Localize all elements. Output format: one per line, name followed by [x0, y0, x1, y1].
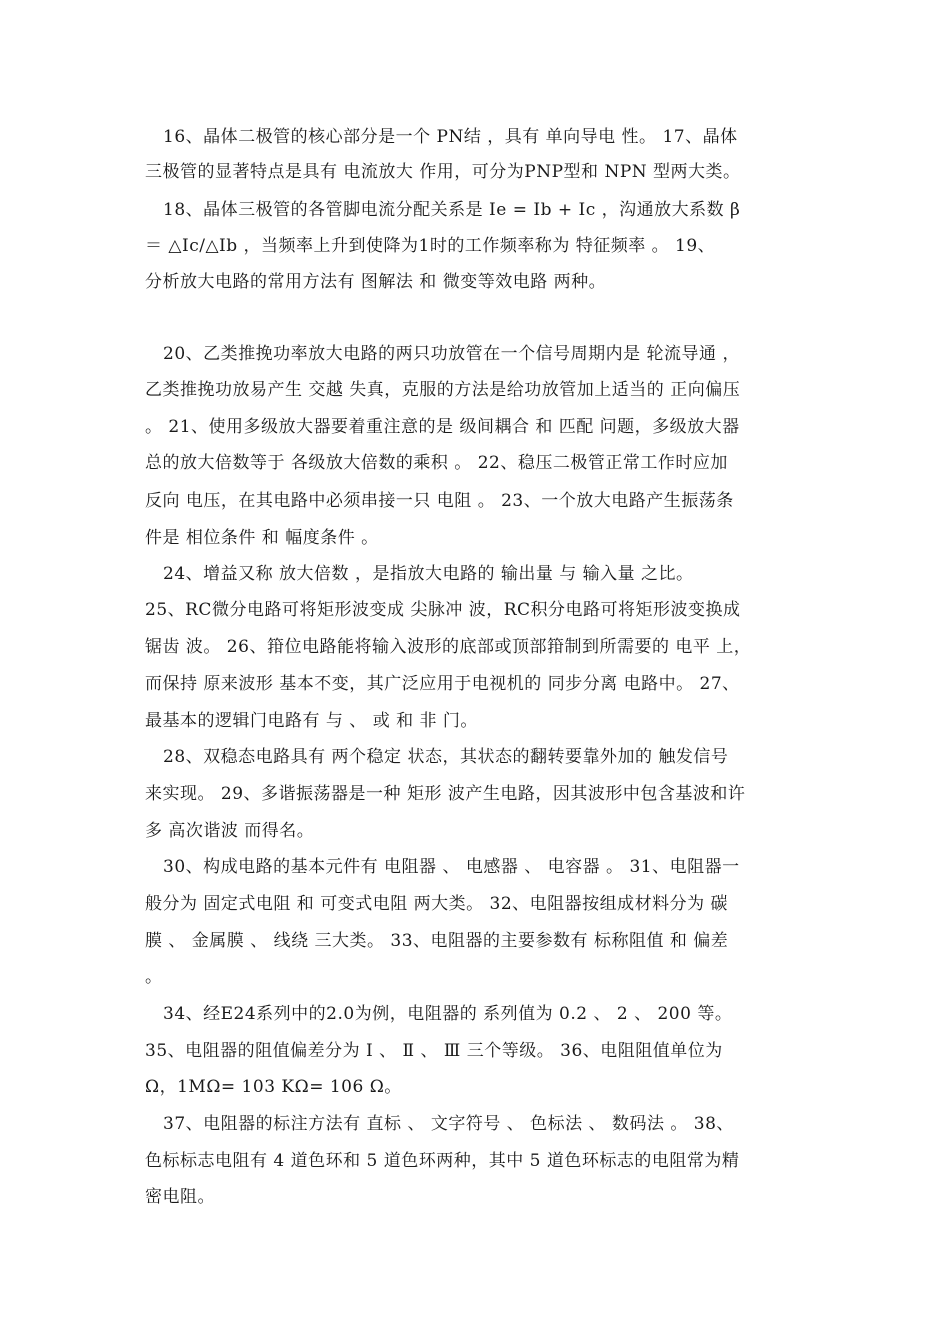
- text-line: 37、电阻器的标注方法有 直标 、 文字符号 、 色标法 、 数码法 。 38、: [163, 1114, 734, 1134]
- text-line: 28、双稳态电路具有 两个稳定 状态，其状态的翻转要靠外加的 触发信号: [163, 747, 729, 767]
- text-line: 16、晶体二极管的核心部分是一个 PN结 ，具有 单向导电 性。 17、晶体: [163, 127, 738, 147]
- text-line: 。: [145, 967, 163, 987]
- text-line: 膜 、 金属膜 、 线绕 三大类。 33、电阻器的主要参数有 标称阻值 和 偏差: [145, 931, 729, 951]
- text-line: 分析放大电路的常用方法有 图解法 和 微变等效电路 两种。: [145, 272, 607, 292]
- text-line: 多 高次谐波 而得名。: [145, 821, 315, 841]
- text-line: 乙类推挽功放易产生 交越 失真，克服的方法是给功放管加上适当的 正向偏压: [145, 380, 741, 400]
- text-line: 色标标志电阻有 4 道色环和 5 道色环两种，其中 5 道色环标志的电阻常为精: [145, 1151, 740, 1171]
- text-line: 24、增益又称 放大倍数 ，是指放大电路的 输出量 与 输入量 之比。: [163, 564, 694, 584]
- text-line: 密电阻。: [145, 1187, 215, 1207]
- text-line: 25、RC微分电路可将矩形波变成 尖脉冲 波，RC积分电路可将矩形波变换成: [145, 600, 741, 620]
- text-line: 34、经E24系列中的2.0为例，电阻器的 系列值为 0.2 、 2 、 200 等。: [163, 1004, 733, 1024]
- text-line: 20、乙类推挽功率放大电路的两只功放管在一个信号周期内是 轮流导通 ，: [163, 344, 740, 364]
- text-line: 总的放大倍数等于 各级放大倍数的乘积 。 22、稳压二极管正常工作时应加: [145, 453, 728, 473]
- text-line: 般分为 固定式电阻 和 可变式电阻 两大类。 32、电阻器按组成材料分为 碳: [145, 894, 729, 914]
- text-line: 来实现。 29、多谐振荡器是一种 矩形 波产生电路，因其波形中包含基波和许: [145, 784, 746, 804]
- text-line: 反向 电压，在其电路中必须串接一只 电阻 。 23、一个放大电路产生振荡条: [145, 491, 734, 511]
- text-line: 18、晶体三极管的各管脚电流分配关系是 Ie = Ib + Ic ，沟通放大系数 β: [163, 200, 741, 220]
- text-line: 件是 相位条件 和 幅度条件 。: [145, 528, 379, 548]
- text-line: ＝ △Ic/△Ib ，当频率上升到使降为1时的工作频率称为 特征频率 。 19、: [145, 236, 716, 256]
- text-line: Ω，1MΩ= 103 KΩ= 106 Ω。: [145, 1077, 402, 1097]
- text-line: 最基本的逻辑门电路有 与 、 或 和 非 门。: [145, 711, 478, 731]
- text-line: 锯齿 波。 26、箝位电路能将输入波形的底部或顶部箝制到所需要的 电平 上，: [145, 637, 752, 657]
- text-line: 三极管的显著特点是具有 电流放大 作用，可分为PNP型和 NPN 型两大类。: [145, 162, 741, 182]
- text-line: 而保持 原来波形 基本不变，其广泛应用于电视机的 同步分离 电路中。 27、: [145, 674, 740, 694]
- text-line: 35、电阻器的阻值偏差分为 Ⅰ 、 Ⅱ 、 Ⅲ 三个等级。 36、电阻阻值单位为: [145, 1041, 723, 1061]
- text-line: 30、构成电路的基本元件有 电阻器 、 电感器 、 电容器 。 31、电阻器一: [163, 857, 740, 877]
- text-line: 。 21、使用多级放大器要着重注意的是 级间耦合 和 匹配 问题，多级放大器: [145, 417, 740, 437]
